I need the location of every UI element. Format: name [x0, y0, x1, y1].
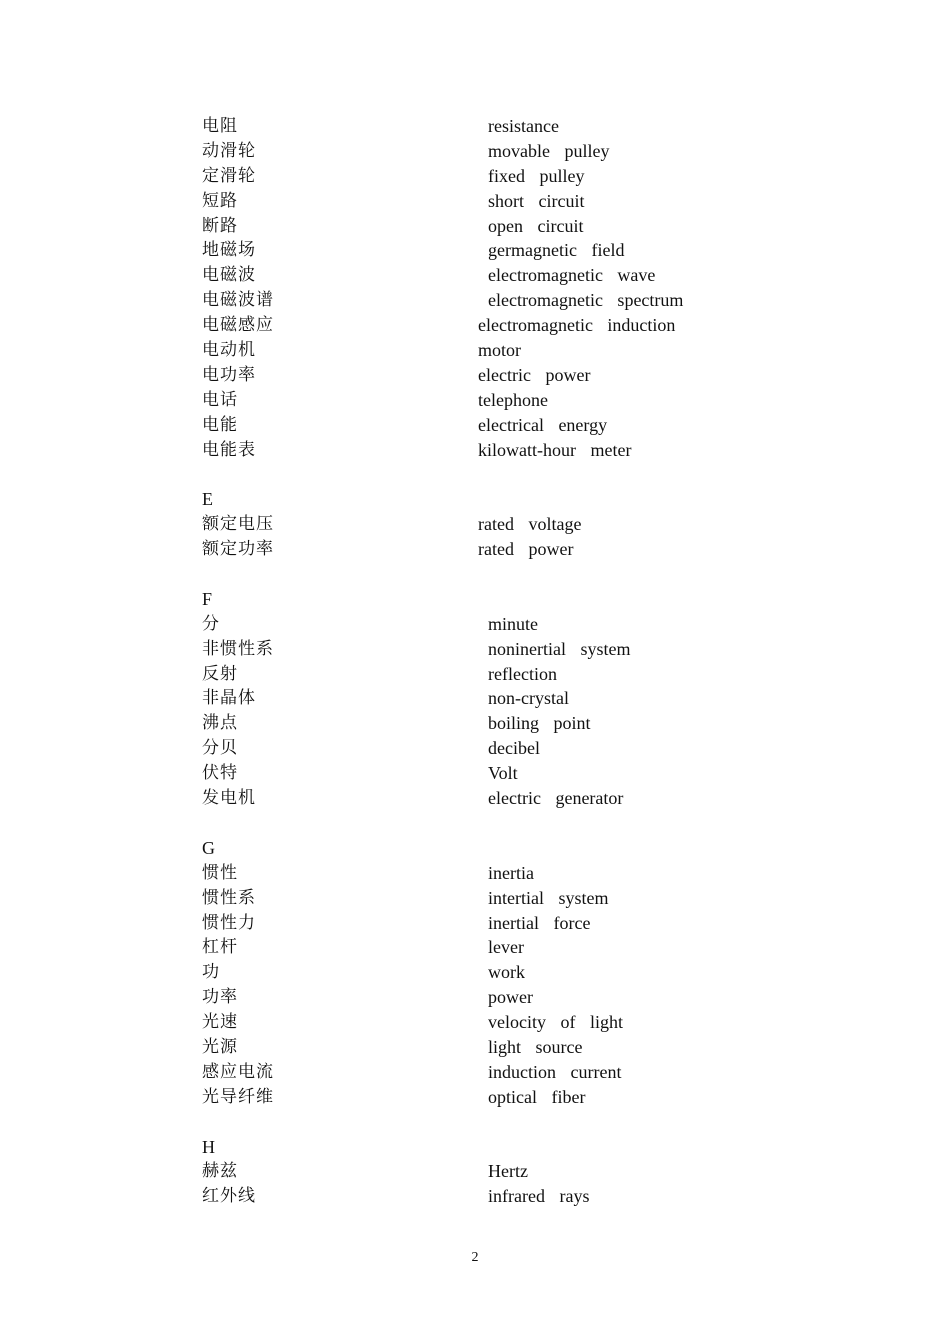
- chinese-term: 功率: [202, 987, 238, 1008]
- english-term: infrared rays: [488, 1186, 590, 1207]
- section-heading: [202, 587, 762, 612]
- chinese-term: 非惯性系: [202, 638, 274, 659]
- english-term: electrical energy: [478, 414, 608, 435]
- english-term: rated voltage: [478, 514, 582, 535]
- english-term: electromagnetic induction: [478, 315, 676, 336]
- english-term: Hertz: [488, 1161, 528, 1182]
- glossary-entry: [202, 238, 762, 263]
- glossary-entry: [202, 861, 762, 886]
- glossary-entry: [202, 288, 762, 313]
- glossary-entry: [202, 1010, 762, 1035]
- glossary-entry: [202, 761, 762, 786]
- english-term: decibel: [488, 738, 540, 759]
- section-letter: H: [202, 1136, 215, 1157]
- chinese-term: 电能: [202, 414, 238, 435]
- section-spacer: [202, 462, 762, 487]
- chinese-term: 红外线: [202, 1186, 256, 1207]
- glossary-entry: [202, 1184, 762, 1209]
- english-term: induction current: [488, 1061, 622, 1082]
- chinese-term: 断路: [202, 215, 238, 236]
- chinese-term: 分: [202, 613, 220, 634]
- glossary-entry: [202, 886, 762, 911]
- chinese-term: 电动机: [202, 340, 256, 361]
- chinese-term: 赫兹: [202, 1161, 238, 1182]
- chinese-term: 光速: [202, 1012, 238, 1033]
- english-term: telephone: [478, 389, 548, 410]
- english-term: short circuit: [488, 190, 585, 211]
- physics-glossary: [202, 114, 762, 1209]
- glossary-entry: [202, 612, 762, 637]
- english-term: germagnetic field: [488, 240, 625, 261]
- glossary-entry: [202, 263, 762, 288]
- glossary-entry: [202, 537, 762, 562]
- glossary-entry: [202, 786, 762, 811]
- english-term: motor: [478, 340, 521, 361]
- glossary-entry: [202, 189, 762, 214]
- english-term: velocity of light: [488, 1012, 623, 1033]
- chinese-term: 电磁波: [202, 265, 256, 286]
- chinese-term: 非晶体: [202, 688, 256, 709]
- section-letter: F: [202, 588, 213, 609]
- glossary-entry: [202, 388, 762, 413]
- glossary-entry: [202, 985, 762, 1010]
- english-term: inertia: [488, 862, 534, 883]
- glossary-entry: [202, 686, 762, 711]
- glossary-entry: [202, 313, 762, 338]
- english-term: power: [488, 987, 533, 1008]
- english-term: movable pulley: [488, 140, 610, 161]
- chinese-term: 动滑轮: [202, 140, 256, 161]
- glossary-entry: [202, 139, 762, 164]
- english-term: work: [488, 962, 525, 983]
- chinese-term: 沸点: [202, 713, 238, 734]
- chinese-term: 杠杆: [202, 937, 238, 958]
- chinese-term: 短路: [202, 190, 238, 211]
- chinese-term: 光导纤维: [202, 1086, 274, 1107]
- section-letter: E: [202, 489, 213, 510]
- english-term: fixed pulley: [488, 165, 585, 186]
- english-term: resistance: [488, 116, 559, 136]
- english-term: electric generator: [488, 788, 624, 809]
- chinese-term: 额定电压: [202, 514, 274, 535]
- section-spacer: [202, 1110, 762, 1135]
- chinese-term: 分贝: [202, 738, 238, 759]
- english-term: minute: [488, 613, 538, 634]
- glossary-entry: [202, 363, 762, 388]
- glossary-entry: [202, 1035, 762, 1060]
- english-term: Volt: [488, 763, 518, 784]
- english-term: open circuit: [488, 215, 584, 236]
- english-term: noninertial system: [488, 638, 631, 659]
- chinese-term: 地磁场: [202, 240, 256, 261]
- page-number: 2: [471, 1250, 479, 1265]
- glossary-entry: [202, 1159, 762, 1184]
- section-heading: [202, 487, 762, 512]
- section-spacer: [202, 562, 762, 587]
- glossary-entry: [202, 662, 762, 687]
- glossary-entry: [202, 214, 762, 239]
- english-term: lever: [488, 937, 524, 958]
- english-term: boiling point: [488, 713, 591, 734]
- chinese-term: 光源: [202, 1036, 238, 1057]
- english-term: rated power: [478, 539, 574, 560]
- english-term: reflection: [488, 663, 557, 684]
- english-term: intertial system: [488, 887, 609, 908]
- glossary-entry: [202, 637, 762, 662]
- chinese-term: 感应电流: [202, 1061, 274, 1082]
- english-term: light source: [488, 1036, 583, 1057]
- chinese-term: 反射: [202, 663, 238, 684]
- section-spacer: [202, 811, 762, 836]
- glossary-entry: [202, 438, 762, 463]
- english-term: electric power: [478, 364, 591, 385]
- english-term: electromagnetic wave: [488, 265, 656, 286]
- chinese-term: 惯性系: [202, 887, 256, 908]
- chinese-term: 发电机: [202, 788, 256, 809]
- english-term: inertial force: [488, 912, 591, 933]
- glossary-entry: [202, 114, 762, 139]
- english-term: kilowatt-hour meter: [478, 439, 632, 460]
- chinese-term: 电磁感应: [202, 315, 274, 336]
- glossary-entry: [202, 711, 762, 736]
- chinese-term: 功: [202, 962, 220, 983]
- glossary-entry: [202, 413, 762, 438]
- glossary-entry: [202, 935, 762, 960]
- chinese-term: 电话: [202, 389, 238, 410]
- english-term: optical fiber: [488, 1086, 586, 1107]
- section-heading: [202, 836, 762, 861]
- chinese-term: 电磁波谱: [202, 290, 274, 311]
- glossary-entry: [202, 1060, 762, 1085]
- glossary-entry: [202, 736, 762, 761]
- glossary-entry: [202, 960, 762, 985]
- chinese-term: 惯性: [202, 862, 238, 883]
- section-heading: [202, 1135, 762, 1160]
- chinese-term: 电能表: [202, 439, 256, 460]
- chinese-term: 伏特: [202, 763, 238, 784]
- glossary-entry: [202, 1085, 762, 1110]
- chinese-term: 定滑轮: [202, 165, 256, 186]
- glossary-entry: [202, 911, 762, 936]
- glossary-entry: [202, 338, 762, 363]
- chinese-term: 电阻: [202, 116, 238, 136]
- chinese-term: 电功率: [202, 364, 256, 385]
- chinese-term: 额定功率: [202, 539, 274, 560]
- glossary-entry: [202, 164, 762, 189]
- chinese-term: 惯性力: [202, 912, 256, 933]
- glossary-entry: [202, 512, 762, 537]
- english-term: electromagnetic spectrum: [488, 290, 684, 311]
- english-term: non-crystal: [488, 688, 569, 709]
- section-letter: G: [202, 837, 215, 858]
